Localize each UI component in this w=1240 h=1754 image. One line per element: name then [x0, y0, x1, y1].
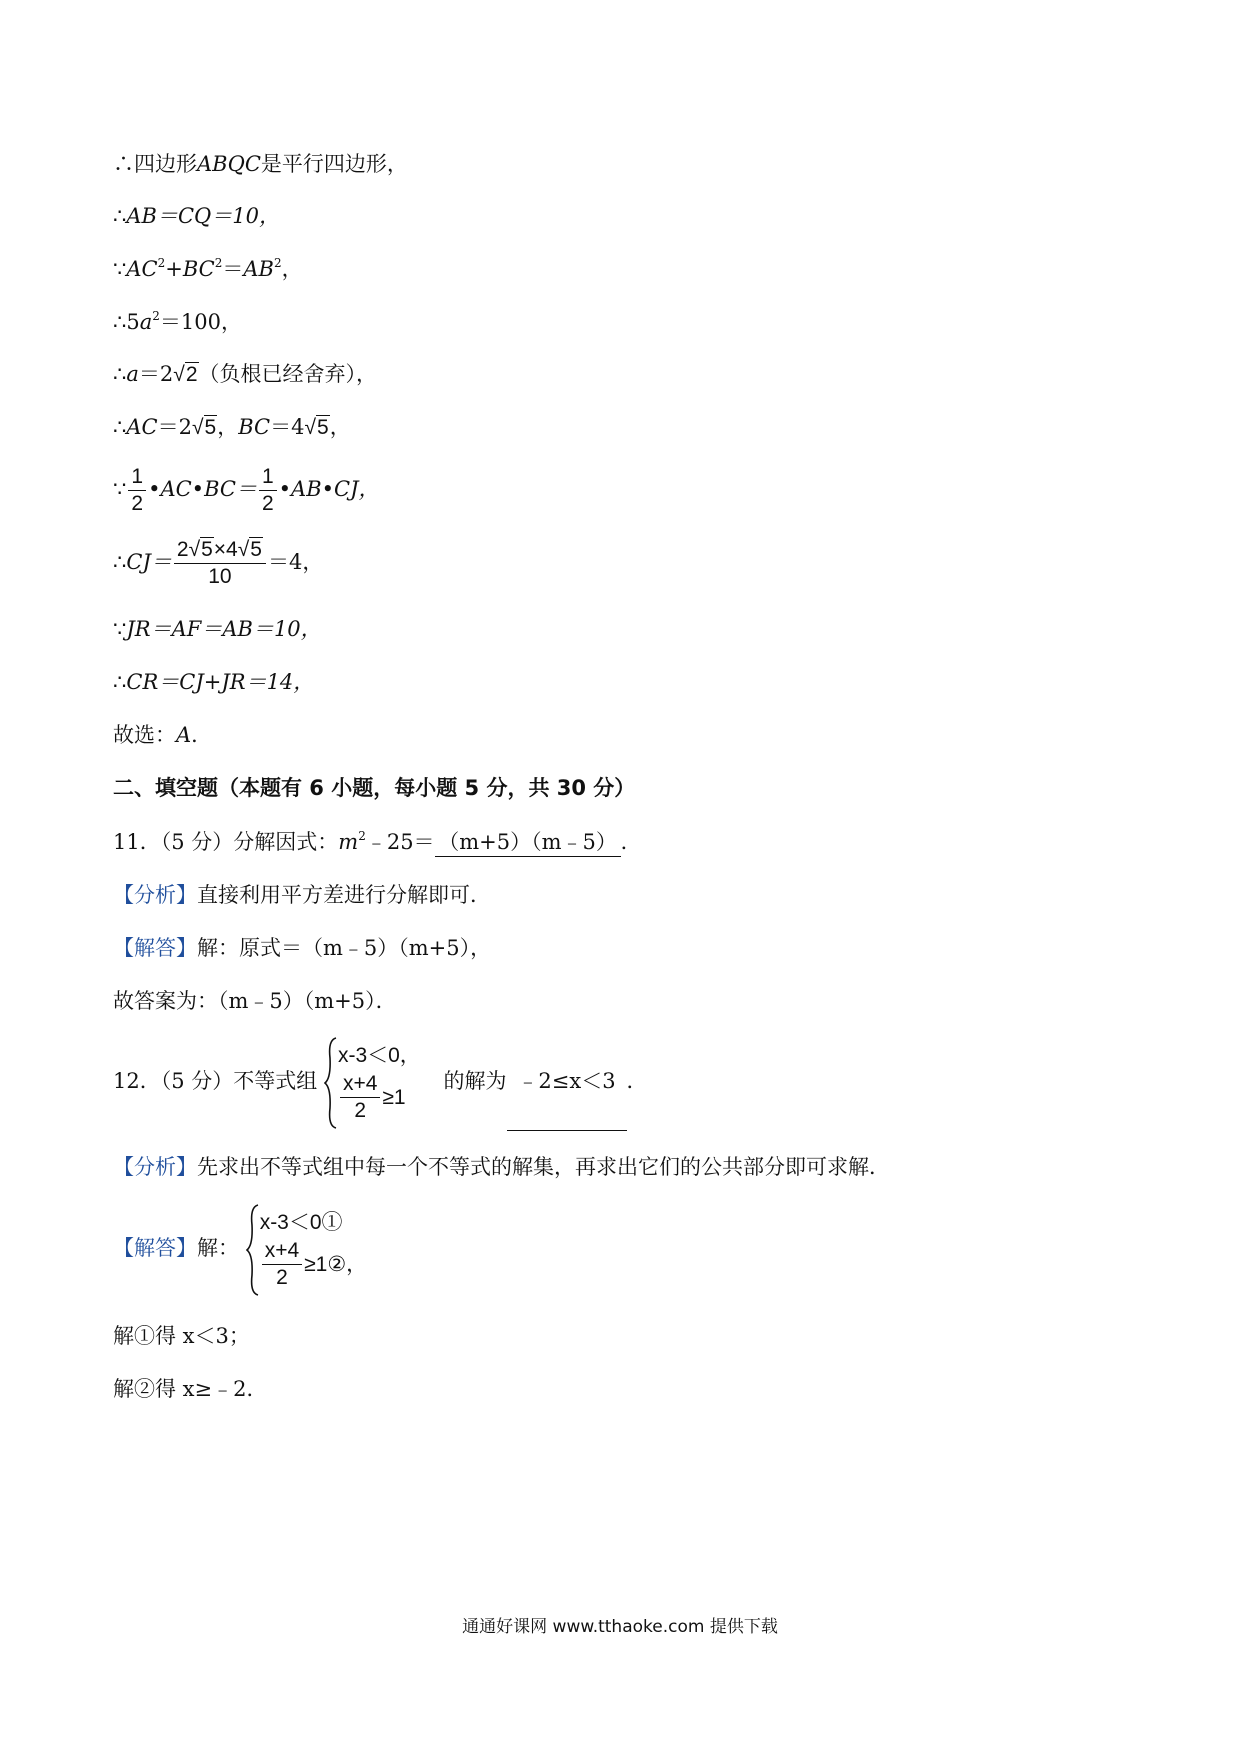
exponent: 2 — [157, 256, 166, 270]
q12-solution — [113, 1193, 367, 1303]
page-footer: 通通好课网 www.tthaoke.com 提供下载 — [462, 1617, 778, 1637]
answer-blank — [435, 828, 621, 857]
line-jr — [113, 615, 322, 643]
answer: （m+5）（m﹣5） — [438, 830, 617, 854]
solution-text: 解： — [197, 1236, 239, 1260]
variable: BC — [182, 257, 215, 281]
system-rows — [338, 1041, 421, 1124]
therefore-symbol: ∴ — [113, 204, 127, 228]
q12-analysis — [113, 1153, 890, 1181]
radicand: 5 — [250, 538, 262, 561]
punctuation: ， — [217, 415, 239, 439]
sqrt-expression: √5 — [304, 416, 329, 439]
q12-step1: 解①得 x＜3； — [113, 1324, 250, 1348]
denominator: 2 — [261, 492, 274, 515]
variable: m — [338, 830, 359, 854]
fraction — [262, 1238, 302, 1291]
line-ac-bc-values — [113, 413, 351, 442]
equation: ＝4 — [270, 415, 305, 439]
inequality-1: x-3＜0， — [337, 1044, 421, 1067]
sqrt-expression: √5 — [191, 416, 217, 439]
variable: AC — [126, 415, 158, 439]
fraction — [128, 464, 146, 517]
line-a-value — [113, 360, 377, 389]
q11-final: 故答案为：（m﹣5）（m+5）． — [113, 989, 397, 1013]
equation: •AC•BC＝ — [148, 477, 257, 501]
line-pythagoras — [113, 255, 303, 283]
left-brace-icon — [246, 1203, 260, 1297]
analysis-text: 先求出不等式组中每一个不等式的解集，再求出它们的公共部分即可求解． — [197, 1155, 890, 1179]
exponent: 2 — [358, 829, 366, 843]
equation: ＝2 — [157, 415, 192, 439]
solution-text: 解：原式＝（m﹣5）（m+5）， — [197, 936, 492, 960]
fraction — [259, 464, 277, 517]
variable: AB — [243, 257, 274, 281]
text: 是平行四边形， — [260, 152, 408, 176]
punctuation: ， — [281, 257, 303, 281]
variable: a — [139, 310, 153, 334]
answer: A — [176, 723, 192, 747]
fraction — [340, 1071, 380, 1124]
inequality-system — [324, 1036, 421, 1130]
radicand: 5 — [317, 416, 329, 439]
inequality-rest: ≥1 — [382, 1085, 406, 1109]
exponent: 2 — [214, 256, 223, 270]
q12-step2: 解②得 x≥﹣2． — [113, 1377, 268, 1401]
line-area-equation — [113, 462, 380, 517]
therefore-symbol: ∴ — [113, 152, 134, 176]
radicand: 5 — [204, 416, 217, 439]
variable: AC — [126, 257, 158, 281]
therefore-symbol: ∴ — [113, 670, 127, 694]
punctuation: ． — [191, 723, 213, 747]
system-rows — [260, 1208, 367, 1291]
equation: JR＝AF＝AB＝10， — [126, 617, 322, 641]
punctuation: ． — [620, 830, 642, 854]
punctuation: ． — [626, 1069, 648, 1093]
fraction — [174, 537, 266, 590]
sqrt-expression: √2 — [173, 363, 198, 386]
because-symbol: ∵ — [113, 617, 127, 641]
inequality-rest: ≥1② — [304, 1252, 347, 1276]
question-12 — [113, 1032, 648, 1131]
text: 四边形 — [134, 152, 197, 176]
variable: ABQC — [197, 152, 261, 176]
analysis-tag: 【分析】 — [113, 1155, 197, 1179]
operator: + — [165, 257, 183, 281]
note: （负根已经舍弃）， — [198, 362, 377, 386]
line-parallelogram — [113, 150, 408, 178]
operator: ×4 — [213, 538, 238, 561]
sqrt-expression: √5 — [188, 538, 213, 561]
question-number: 11．（5 分）分解因式： — [113, 830, 339, 854]
therefore-symbol: ∴ — [113, 550, 127, 574]
denominator: 2 — [354, 1099, 367, 1122]
therefore-symbol: ∴ — [113, 415, 127, 439]
inequality-1: x-3＜0① — [259, 1211, 343, 1234]
answer: ﹣2≤x＜3 — [517, 1069, 616, 1093]
numerator — [174, 537, 266, 563]
equation: AB＝CQ＝10， — [126, 204, 280, 228]
radicand: 5 — [201, 538, 213, 561]
equation: •AB•CJ， — [278, 477, 380, 501]
operator: ＝ — [222, 257, 244, 281]
therefore-symbol: ∴ — [113, 362, 127, 386]
q11-solution — [113, 934, 491, 962]
punctuation: ， — [346, 1252, 368, 1276]
line-ab-eq-cq — [113, 202, 280, 230]
denominator: 2 — [131, 492, 144, 515]
variable: BC — [238, 415, 271, 439]
radicand: 2 — [185, 363, 198, 386]
numerator: x+4 — [342, 1072, 378, 1095]
coefficient: 2 — [176, 538, 189, 561]
left-brace-icon — [324, 1036, 338, 1130]
denominator: 2 — [276, 1266, 288, 1289]
exponent: 2 — [152, 309, 160, 323]
line-5a2 — [113, 308, 242, 336]
expression: ﹣25＝ — [365, 830, 435, 854]
equation: CJ＝ — [126, 550, 172, 574]
denominator: 10 — [208, 565, 232, 588]
sqrt-expression: √5 — [237, 538, 262, 561]
because-symbol: ∵ — [113, 257, 127, 281]
line-cr — [113, 668, 314, 696]
text: 故选： — [113, 723, 176, 747]
solution-tag: 【解答】 — [113, 936, 197, 960]
because-symbol: ∵ — [113, 477, 127, 501]
text: 的解为 — [443, 1069, 507, 1093]
punctuation: ， — [329, 415, 351, 439]
exponent: 2 — [274, 256, 282, 270]
answer-blank — [507, 1032, 627, 1131]
numerator: x+4 — [264, 1239, 300, 1262]
equation: ＝2 — [138, 362, 174, 386]
question-number: 12．（5 分）不等式组 — [113, 1069, 318, 1093]
solution-tag: 【解答】 — [113, 1236, 197, 1260]
inequality-system — [246, 1203, 367, 1297]
therefore-symbol: ∴ — [113, 310, 127, 334]
variable: a — [126, 362, 139, 386]
inequality-2 — [338, 1071, 421, 1124]
coefficient: 5 — [126, 310, 140, 334]
line-answer-choice — [113, 721, 212, 749]
equation: ＝4， — [267, 550, 324, 574]
equation: CR＝CJ+JR＝14， — [126, 670, 315, 694]
question-11 — [113, 828, 642, 857]
numerator: 1 — [261, 465, 274, 488]
equation-rest: ＝100， — [159, 310, 243, 334]
analysis-tag: 【分析】 — [113, 883, 197, 907]
line-cj-value — [113, 535, 323, 590]
inequality-2 — [260, 1238, 367, 1291]
section-title: 二、填空题（本题有 6 小题，每小题 5 分，共 30 分） — [113, 776, 636, 800]
numerator: 1 — [131, 465, 144, 488]
q11-analysis — [113, 881, 491, 909]
analysis-text: 直接利用平方差进行分解即可． — [197, 883, 491, 907]
